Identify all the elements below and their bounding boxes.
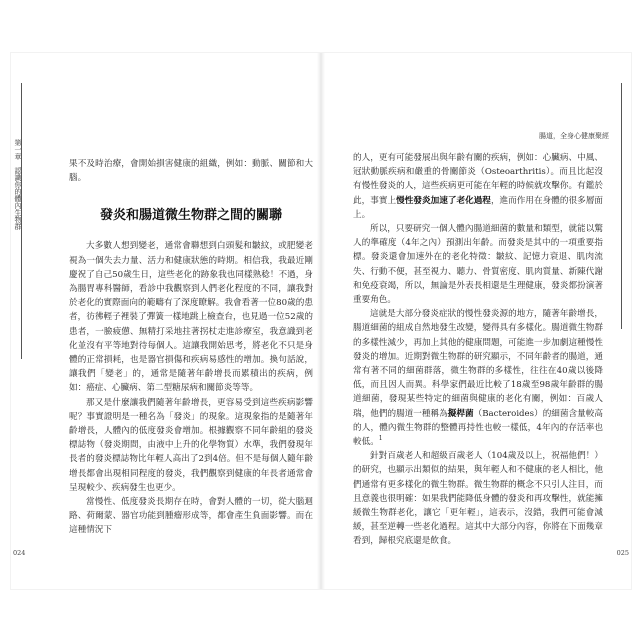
text-run: 針對百歲老人和超級百歲老人（104歲及以上，祝福他們！）的研究，也顯示出類似的結果，與年輕人和不健康的老人相比，他們通常有更多樣化的微生物群。微生物群的概念不只引人注目，而且意義也很明確：如果我們能降低身體的發炎和再攻擊性，就能擁緩微生物群老化，讓它「更年輕」，這表示，沒錯，我們可能會減緩，甚至逆轉一些老化過程。這其中大部分內容，你將在下面幾章看到，歸根究底還是飲食。 [353,451,603,547]
text-run: 所以，只要研究一個人體內腸道細菌的數量和類型，就能以驚人的準確度（4年之內）預測出年齡。而發炎是其中的一項重要指標。發炎還會加速外在的老化特徵：皺紋、記憶力衰退、肌肉流失、行動不便，甚至視力、聽力、骨質密度、肌肉質量、新陳代謝和免疫衰竭，所以，無論是外表長相還是生理健康，發炎都扮演著重要角色。 [353,224,603,306]
left-page [11,53,319,589]
section-heading: 發炎和腸道微生物群之間的關聯 [99,208,282,224]
body-paragraph: 那又是什麼讓我們隨著年齡增長，更容易受到這些疾病影響呢？事實證明是一種名為「發炎」的現象。這現象指的是隨著年齡增長，人體內的低度發炎會增加。根據觀察不同年齡組的發炎標誌物（發炎期間，由液中上升的化學物質）水準，我們發現年長者的發炎標誌物比年輕人高出了2到4倍。但不是每個人隨年齡增長都會出現相同程度的發炎，我們觀察到健康的年長者通常會呈現較少、疾病發生也更少。 [69,397,313,493]
body-paragraph: 大多數人想到變老，通常會聯想到白頭髮和皺紋，或肥變老視為一個失去力量、活力和健康狀態的時期。相信我，我最近剛慶祝了自己50歲生日，這些老化的跡象我也同樣熟稔！不過，身為腸胃專科醫師，看診中我觀察到人們老化程度的不同，讓我對於老化的實際面向的範疇有了深度瞭解。我會看著一位80歲的患者，彷彿輕子裡裝了彈簧一樣地跳上檢查台，也見過一位52歲的患者，一臉疲憊、無精打采地拄著拐杖走進診療室，我意識到老化並沒有平等地對待每個人。這讓我開始思考，將老化不只是身體的正常損耗，也是器官損傷和疾病易感性的增加。換句話說，讓我們「變老」的，通常是隨著年齡增長而累積出的疾病，例如：癌症、心臟病、第二型糖尿病和關節炎等等。 [69,241,313,394]
page-number: 024 [13,549,26,557]
right-page-body [353,151,603,549]
body-paragraph [353,151,603,222]
left-page-body [69,157,313,538]
text-run: 的人，更有可能發展出與年齡有關的疾病，例如：心臟病、中風、冠狀動脈疾病和嚴重的骨關節炎（Osteoarthritis）。而且比起沒有慢性發炎的人，這些疾病更可能在年輕的時候就攻擊你。有鑑於此，事實上 [353,153,603,206]
running-header: 腸道，全身心健康聚經 [539,132,609,140]
bold-text: 擬桿菌 [447,408,474,419]
body-paragraph [353,449,603,548]
continuation-paragraph: 果不及時治療，會開始損害健康的組織，例如：動脈、關節和大腦。 [69,159,313,184]
right-page [323,53,631,589]
body-paragraph [353,307,603,449]
right-margin-rule [621,83,622,329]
page-number: 025 [616,549,629,557]
bold-text: 慢性發炎加速了老化過程 [396,195,491,206]
chapter-side-title: 第一章 認識你的體內生物群 [14,139,22,230]
book-spread [10,52,632,590]
body-paragraph [353,222,603,307]
text-run: （Bacteroides）的細菌含量較高的人，體內微生物群的整體再持性也較一樣低，4年內的存活率也較低。 [353,408,603,448]
footnote-ref: 1 [378,435,383,443]
text-run: ，進而作用在身體的很多層面上。 [353,195,603,220]
text-run: 這就是大部分發炎症狀的慢性發炎源的地方，隨著年齡增長，腸道細菌的組成自然地發生改變，變得具有多樣化。腸道微生物群的多樣性減少，再加上其他的健康問題，可能進一步加劇這種慢性發炎的增加。近期對微生物群的研究顯示，不同年齡者的腸道，通常有著不同的細菌群落，微生物群的多樣性，往往在40歲以後降低，而且因人而異。科學家們最近比較了18歲至98歲年齡群的腸道細菌，發現某些特定的細菌與健康的老化有關，例如：百歲人瑞，他們的腸道一種稱為 [353,309,603,419]
body-paragraph: 當慢性、低度發炎長期存在時，會對人體的一切，從大腦迴路、荷爾蒙、器官功能到腫瘤形成等，都會產生負面影響。而在這種情況下 [69,497,313,536]
